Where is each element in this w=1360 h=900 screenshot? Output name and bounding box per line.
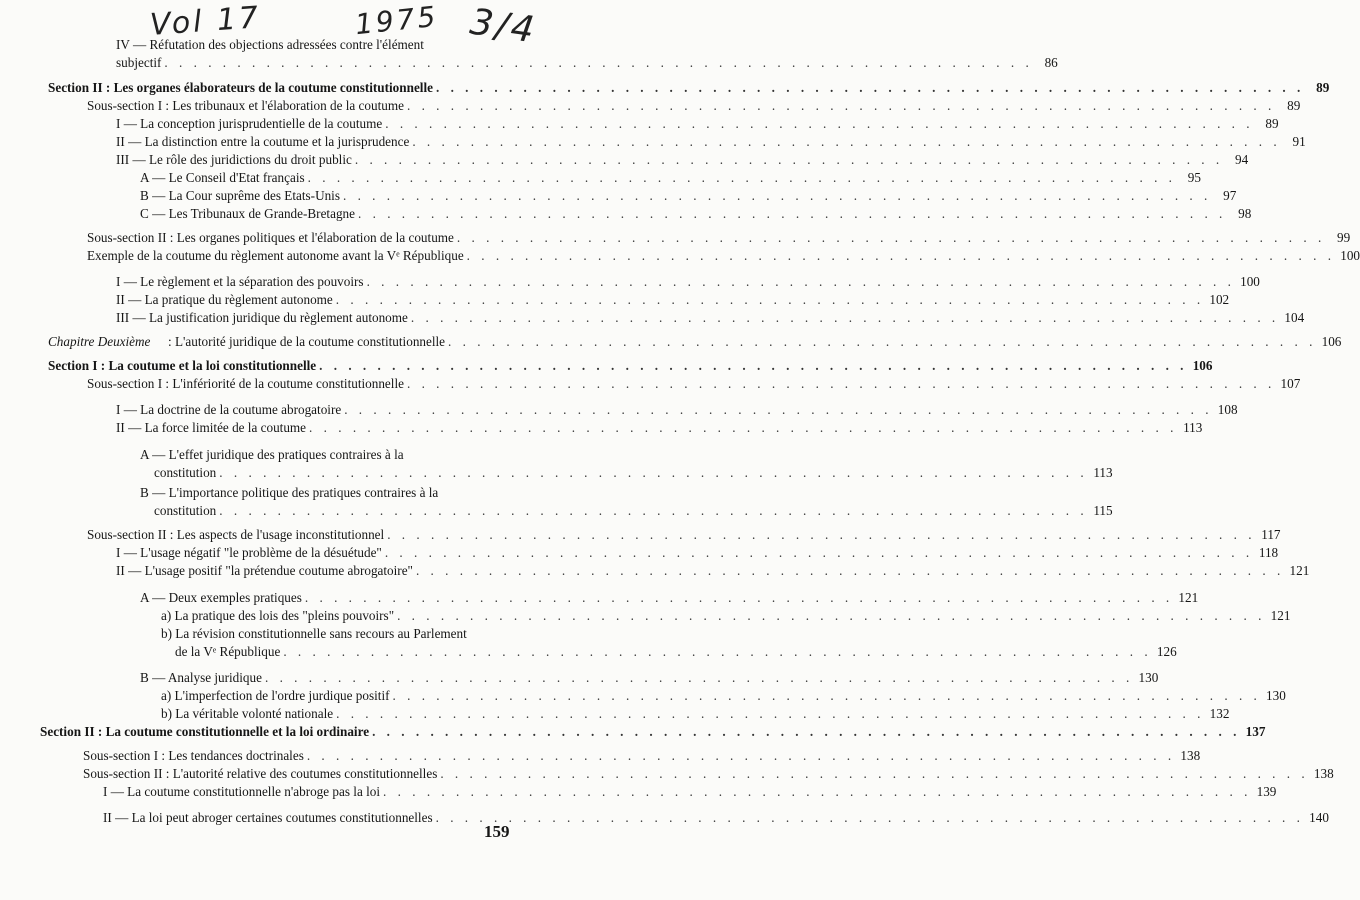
toc-entry-label: Section II : La coutume constitutionnelle et la loi ordinaire [40,724,370,739]
dot-leader: . . . . . . . . . . . . . . . . . . . . . . . . . . . . . . . . . . . . . . . . . . . . . . . . . . . . . . . . . . . . [435,80,1305,95]
toc-entry-a-effet-b [154,465,1113,480]
toc-entry-page: 99 [1337,230,1351,245]
toc-entry-label: II — La distinction entre la coutume et la jurisprudence [116,134,410,149]
dot-leader: . . . . . . . . . . . . . . . . . . . . . . . . . . . . . . . . . . . . . . . . . . . . . . . . . . . . . . . . . . . . [358,206,1227,221]
toc-entry-page: 108 [1217,402,1238,417]
page-number: 159 [484,822,510,841]
toc-entry-page: 89 [1287,98,1301,113]
toc-entry-a-conseil [140,170,1201,185]
dot-leader: . . . . . . . . . . . . . . . . . . . . . . . . . . . . . . . . . . . . . . . . . . . . . . . . . . . . . . . . . . . . [372,724,1241,739]
dot-leader: . . . . . . . . . . . . . . . . . . . . . . . . . . . . . . . . . . . . . . . . . . . . . . . . . . . . . . . . . . . . [309,420,1178,435]
toc-entry-page: 102 [1209,292,1230,307]
toc-entry-page: 115 [1093,503,1113,518]
dot-leader: . . . . . . . . . . . . . . . . . . . . . . . . . . . . . . . . . . . . . . . . . . . . . . . . . . . . . . . . . . . . [319,358,1188,373]
dot-leader: . . . . . . . . . . . . . . . . . . . . . . . . . . . . . . . . . . . . . . . . . . . . . . . . . . . . . . . . . . . . [344,402,1213,417]
toc-entry-page: 94 [1235,152,1249,167]
toc-line-chapitre-2-label: Chapitre Deuxième [48,334,151,349]
toc-entry-page: 91 [1292,134,1306,149]
toc-entry-page: 89 [1316,80,1330,95]
dot-leader: . . . . . . . . . . . . . . . . . . . . . . . . . . . . . . . . . . . . . . . . . . . . . . . . . . . . . . . . . . . . [440,766,1309,781]
toc-entry-page: 104 [1284,310,1305,325]
dot-leader: . . . . . . . . . . . . . . . . . . . . . . . . . . . . . . . . . . . . . . . . . . . . . . . . . . . . . . . . . . . . [306,748,1176,763]
dot-leader: . . . . . . . . . . . . . . . . . . . . . . . . . . . . . . . . . . . . . . . . . . . . . . . . . . . . . . . . . . . . [342,188,1212,203]
dot-leader: . . . . . . . . . . . . . . . . . . . . . . . . . . . . . . . . . . . . . . . . . . . . . . . . . . . . . . . . . . . . [354,152,1224,167]
toc-entry-page: 97 [1223,188,1237,203]
dot-leader: . . . . . . . . . . . . . . . . . . . . . . . . . . . . . . . . . . . . . . . . . . . . . . . . . . . . . . . . . . . . [283,644,1152,659]
toc-entry-label: Section I : La coutume et la loi constitutionnelle [48,358,317,373]
toc-entry-label: b) La véritable volonté nationale [161,706,334,721]
dot-leader: . . . . . . . . . . . . . . . . . . . . . . . . . . . . . . . . . . . . . . . . . . . . . . . . . . . . . . . . . . . . [448,334,1317,349]
toc-entry-b-revision-b [175,644,1177,659]
toc-entry-a-exemples [140,590,1199,605]
toc-entry-page: 138 [1180,748,1201,763]
toc-entry-ss2-aspects [87,527,1281,542]
dot-leader: . . . . . . . . . . . . . . . . . . . . . . . . . . . . . . . . . . . . . . . . . . . . . . . . . . . . . . . . . . . . [392,688,1261,703]
toc-entry-page: 118 [1258,545,1279,560]
toc-entry-page: 130 [1138,670,1159,685]
toc-entry-page: 139 [1256,784,1277,799]
toc-entry-i-reglement [116,274,1260,289]
toc-line-b-importance-a: B — L'importance politique des pratiques contraires à la [140,485,439,500]
dot-leader: . . . . . . . . . . . . . . . . . . . . . . . . . . . . . . . . . . . . . . . . . . . . . . . . . . . . . . . . . . . . [410,310,1280,325]
dot-leader: . . . . . . . . . . . . . . . . . . . . . . . . . . . . . . . . . . . . . . . . . . . . . . . . . . . . . . . . . . . . [219,465,1088,480]
toc-entry-label: Sous-section II : Les organes politiques et l'élaboration de la coutume [87,230,454,245]
toc-entry-page: 107 [1280,376,1301,391]
toc-entry-page: 89 [1265,116,1279,131]
toc-entry-page: 98 [1238,206,1252,221]
dot-leader: . . . . . . . . . . . . . . . . . . . . . . . . . . . . . . . . . . . . . . . . . . . . . . . . . . . . . . . . . . . . [307,170,1176,185]
toc-entry-b-cour [140,188,1237,203]
toc-entry-label: Sous-section II : Les aspects de l'usage inconstitutionnel [87,527,385,542]
toc-entry-page: 113 [1183,420,1203,435]
toc-entry-ii-usage-positif [116,563,1310,578]
dot-leader: . . . . . . . . . . . . . . . . . . . . . . . . . . . . . . . . . . . . . . . . . . . . . . . . . . . . . . . . . . . . [384,545,1254,560]
toc-entry-chapitre-2 [168,334,1342,349]
dot-leader: . . . . . . . . . . . . . . . . . . . . . . . . . . . . . . . . . . . . . . . . . . . . . . . . . . . . . . . . . . . . [412,134,1281,149]
toc-entry-label: II — La loi peut abroger certaines coutumes constitutionnelles [103,810,433,825]
toc-entry-label: III — La justification juridique du règlement autonome [116,310,408,325]
toc-entry-i-doctrine [116,402,1238,417]
toc-entry-page: 132 [1209,706,1230,721]
toc-entry-label: a) L'imperfection de l'ordre jurdique positif [161,688,390,703]
toc-entry-label: II — La pratique du règlement autonome [116,292,333,307]
dot-leader: . . . . . . . . . . . . . . . . . . . . . . . . . . . . . . . . . . . . . . . . . . . . . . . . . . . . . . . . . . . . [406,98,1276,113]
dot-leader: . . . . . . . . . . . . . . . . . . . . . . . . . . . . . . . . . . . . . . . . . . . . . . . . . . . . . . . . . . . . [387,527,1256,542]
toc-entry-page: 113 [1093,465,1113,480]
toc-entry-page: 106 [1321,334,1342,349]
toc-entry-page: 121 [1178,590,1199,605]
toc-entry-page: 126 [1156,644,1177,659]
toc-entry-label: Sous-section I : L'infériorité de la coutume constitutionnelle [87,376,404,391]
dot-leader: . . . . . . . . . . . . . . . . . . . . . . . . . . . . . . . . . . . . . . . . . . . . . . . . . . . . . . . . . . . . [304,590,1174,605]
toc-entry-label: III — Le rôle des juridictions du droit public [116,152,352,167]
toc-entry-label: II — L'usage positif "la prétendue coutume abrogatoire" [116,563,413,578]
toc-entry-ss1-tendances [83,748,1201,763]
toc-entry-page: 140 [1309,810,1329,825]
handwritten-fraction: 3/4 [467,1,540,52]
dot-leader: . . . . . . . . . . . . . . . . . . . . . . . . . . . . . . . . . . . . . . . . . . . . . . . . . . . . . . . . . . . . [435,810,1304,825]
toc-entry-a-pratique-lois [161,608,1291,623]
toc-entry-i-usage-negatif [116,545,1279,560]
toc-entry-label: Sous-section I : Les tendances doctrinales [83,748,304,763]
toc-entry-page: 86 [1044,55,1058,70]
toc-entry-label: I — Le règlement et la séparation des pouvoirs [116,274,364,289]
handwritten-volume: Vol 17 [148,0,263,43]
toc-entry-ss2-organes [87,230,1351,245]
toc-entry-exemple [87,248,1360,263]
toc-entry-page: 137 [1245,724,1266,739]
toc-entry-ii-pratique [116,292,1230,307]
toc-entry-ii-loi-abroger [103,810,1329,825]
toc-entry-page: 100 [1340,248,1360,263]
toc-entry-label: B — La Cour suprême des Etats-Unis [140,188,340,203]
toc-entry-i-conception [116,116,1279,131]
toc-line-a-effet-a: A — L'effet juridique des pratiques contraires à la [140,447,404,462]
handwritten-year: 1975 [353,0,440,42]
toc-entry-ss1-inferiorite [87,376,1301,391]
dot-leader: . . . . . . . . . . . . . . . . . . . . . . . . . . . . . . . . . . . . . . . . . . . . . . . . . . . . . . . . . . . . [219,503,1088,518]
toc-entry-label: de la Vᵉ République [175,644,281,659]
toc-entry-label: Exemple de la coutume du règlement autonome avant la Vᵉ République [87,248,464,263]
toc-entry-label: Sous-section II : L'autorité relative des coutumes constitutionnelles [83,766,438,781]
dot-leader: . . . . . . . . . . . . . . . . . . . . . . . . . . . . . . . . . . . . . . . . . . . . . . . . . . . . . . . . . . . . [406,376,1276,391]
dot-leader: . . . . . . . . . . . . . . . . . . . . . . . . . . . . . . . . . . . . . . . . . . . . . . . . . . . . . . . . . . . . [397,608,1266,623]
toc-entry-label: Section II : Les organes élaborateurs de la coutume constitutionnelle [48,80,433,95]
toc-entry-iv-refutation-b [116,55,1058,70]
toc-entry-b-analyse [140,670,1159,685]
dot-leader: . . . . . . . . . . . . . . . . . . . . . . . . . . . . . . . . . . . . . . . . . . . . . . . . . . . . . . . . . . . . [415,563,1285,578]
toc-entry-page: 138 [1313,766,1334,781]
toc-entry-label: A — Le Conseil d'Etat français [140,170,305,185]
toc-entry-ss1-tribunaux [87,98,1301,113]
toc-line-iv-refutation-a: IV — Réfutation des objections adressées contre l'élément [116,37,424,52]
toc-entry-iii-justification [116,310,1305,325]
toc-entry-label: A — Deux exemples pratiques [140,590,302,605]
dot-leader: . . . . . . . . . . . . . . . . . . . . . . . . . . . . . . . . . . . . . . . . . . . . . . . . . . . . . . . . . . . . [366,274,1235,289]
toc-line-b-revision-a: b) La révision constitutionnelle sans recours au Parlement [161,626,467,641]
toc-entry-label: subjectif [116,55,162,70]
toc-entry-ii-distinction [116,134,1306,149]
toc-entry-label: a) La pratique des lois des "pleins pouvoirs" [161,608,395,623]
toc-entry-ss2-autorite [83,766,1334,781]
toc-entry-label: B — Analyse juridique [140,670,262,685]
toc-entry-page: 95 [1187,170,1201,185]
toc-entry-a-imperfection [161,688,1286,703]
toc-entry-page: 121 [1289,563,1310,578]
dot-leader: . . . . . . . . . . . . . . . . . . . . . . . . . . . . . . . . . . . . . . . . . . . . . . . . . . . . . . . . . . . . [336,706,1205,721]
toc-entry-c-tribunaux [140,206,1252,221]
toc-entry-label: constitution [154,503,217,518]
dot-leader: . . . . . . . . . . . . . . . . . . . . . . . . . . . . . . . . . . . . . . . . . . . . . . . . . . . . . . . . . . . . [456,230,1326,245]
toc-entry-ii-force [116,420,1203,435]
toc-entry-page: 100 [1240,274,1260,289]
dot-leader: . . . . . . . . . . . . . . . . . . . . . . . . . . . . . . . . . . . . . . . . . . . . . . . . . . . . . . . . . . . . [383,784,1252,799]
toc-entry-b-veritable [161,706,1230,721]
toc-entry-label: Sous-section I : Les tribunaux et l'élaboration de la coutume [87,98,404,113]
toc-entry-label: constitution [154,465,217,480]
toc-entry-page: 117 [1261,527,1281,542]
toc-entry-b-importance-b [154,503,1113,518]
toc-entry-section-1 [48,358,1213,373]
toc-entry-label: II — La force limitée de la coutume [116,420,307,435]
toc-entry-section-2b [40,724,1266,739]
toc-entry-label: C — Les Tribunaux de Grande-Bretagne [140,206,355,221]
toc-entry-page: 130 [1266,688,1286,703]
dot-leader: . . . . . . . . . . . . . . . . . . . . . . . . . . . . . . . . . . . . . . . . . . . . . . . . . . . . . . . . . . . . [264,670,1134,685]
toc-entry-label: I — La doctrine de la coutume abrogatoire [116,402,342,417]
dot-leader: . . . . . . . . . . . . . . . . . . . . . . . . . . . . . . . . . . . . . . . . . . . . . . . . . . . . . . . . . . . . [466,248,1335,263]
toc-entry-page: 106 [1192,358,1213,373]
toc-entry-label: I — L'usage négatif "le problème de la désuétude" [116,545,382,560]
toc-entry-page: 121 [1270,608,1291,623]
dot-leader: . . . . . . . . . . . . . . . . . . . . . . . . . . . . . . . . . . . . . . . . . . . . . . . . . . . . . . . . . . . . [385,116,1254,131]
dot-leader: . . . . . . . . . . . . . . . . . . . . . . . . . . . . . . . . . . . . . . . . . . . . . . . . . . . . . . . . . . . . [164,55,1033,70]
toc-entry-iii-role [116,152,1249,167]
toc-entry-label: I — La coutume constitutionnelle n'abroge pas la loi [103,784,381,799]
toc-entry-label: I — La conception jurisprudentielle de la coutume [116,116,383,131]
dot-leader: . . . . . . . . . . . . . . . . . . . . . . . . . . . . . . . . . . . . . . . . . . . . . . . . . . . . . . . . . . . . [335,292,1205,307]
toc-entry-i-coutume-abroge [103,784,1277,799]
toc-entry-section-2 [48,80,1330,95]
toc-entry-label: : L'autorité juridique de la coutume constitutionnelle [168,334,446,349]
